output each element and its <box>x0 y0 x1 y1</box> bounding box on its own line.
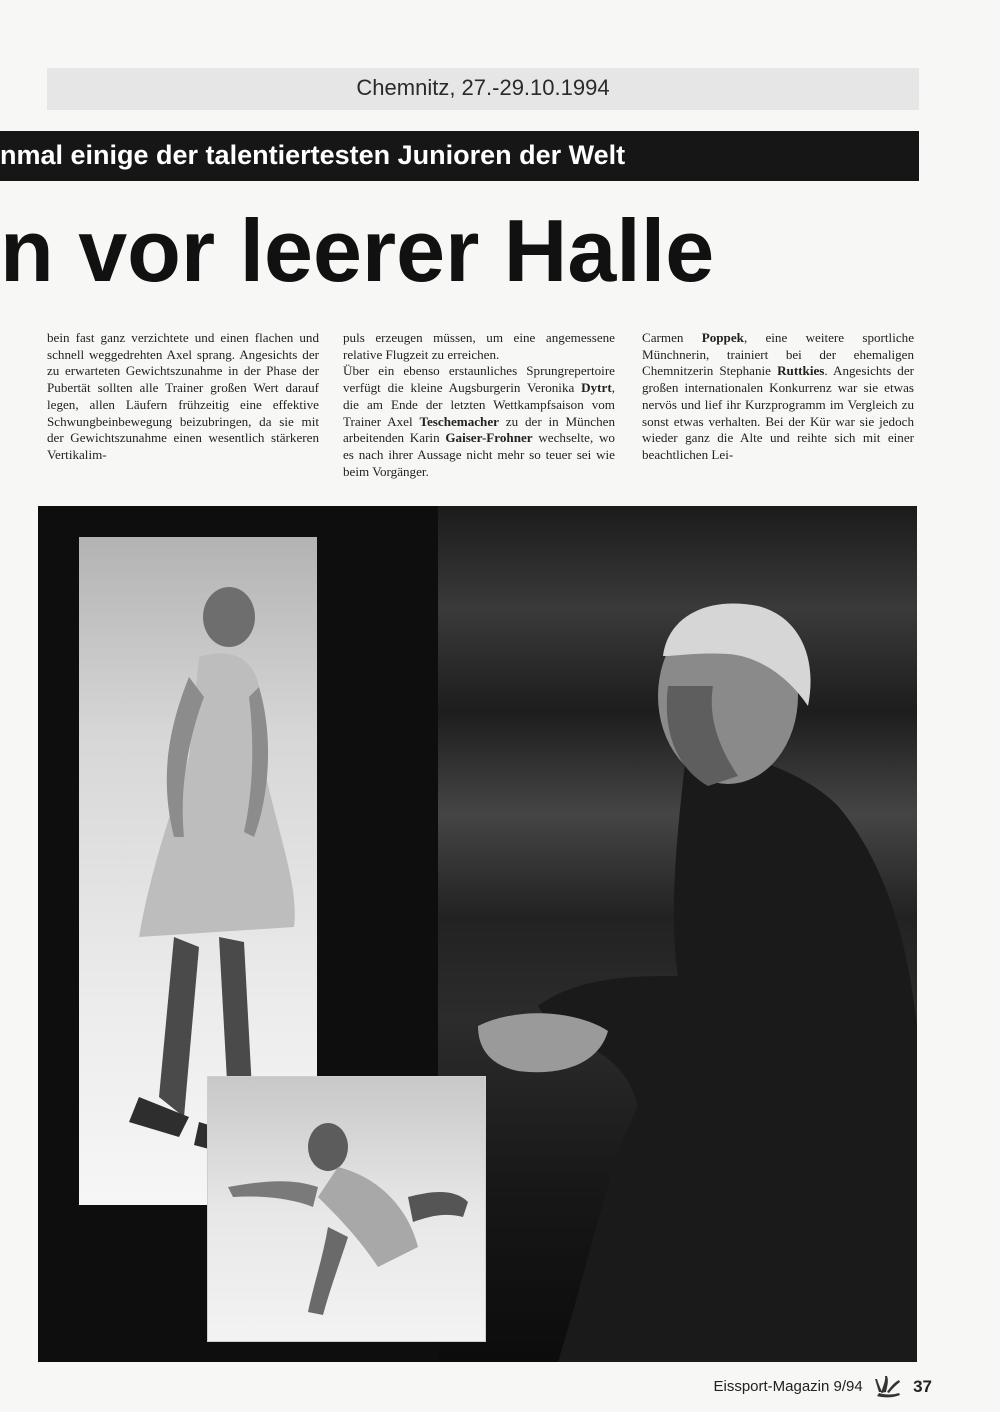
coach-photo <box>438 506 917 1362</box>
article-paragraph <box>343 363 615 480</box>
photo-panel <box>38 506 917 1362</box>
text-run: , die am Ende der letzten Wettkampfsaison vom Trainer Axel <box>343 380 615 429</box>
name-dytrt: Dytrt <box>581 380 612 396</box>
coach-silhouette <box>438 506 917 1362</box>
text-run: wechselte, wo es nach ihrer Aussage nicht mehr so teuer sei wie beim Vorgänger. <box>343 430 615 479</box>
name-ruttkies: Ruttkies <box>777 363 825 379</box>
kicker-text: nmal einige der talentiertesten Junioren der Welt <box>0 140 626 170</box>
name-poppek: Poppek <box>701 330 744 345</box>
headline-text: n vor leerer Halle <box>0 201 715 300</box>
name-gaiser-frohner: Gaiser-Frohner <box>445 430 533 446</box>
page-number: 37 <box>913 1377 932 1397</box>
article-column-2 <box>343 330 615 500</box>
headline <box>0 196 919 306</box>
skater-spiral-photo <box>207 1076 486 1342</box>
swan-logo-icon <box>873 1374 903 1400</box>
dateline: Chemnitz, 27.-29.10.1994 <box>47 68 919 110</box>
article-paragraph: puls erzeugen müssen, um eine angemessene relative Flugzeit zu erreichen. <box>343 330 615 362</box>
skater-spiral-figure <box>208 1077 485 1341</box>
name-teschemacher: Teschemacher <box>419 413 499 429</box>
text-run: . Angesichts der großen internationalen Konkurrenz war sie etwas nervös und lief ihr Kurzprogramm im Vergleich zu sonst etwas verhalten. Bei der Kür war sie jedoch wieder ganz die Alte und reihte sich mit einer beachtlichen Lei- <box>642 363 914 462</box>
publication-name: Eissport-Magazin 9/94 <box>713 1378 863 1396</box>
article-column-3 <box>642 330 914 500</box>
article-paragraph: bein fast ganz verzichtete und einen flachen und schnell weggedrehten Axel sprang. Angesichts der zu erwarteten Gewichtszunahme in der Phase der Pubertät sollten alle Trainer großen Wert darauf legen, allen Läufern frühzeitig eine effektive Schwungbeinbewegung beizubringen, da sie mit der Gewichtszunahme einen wesentlich stärkeren Vertikalim- <box>47 330 319 462</box>
article-column-1 <box>47 330 319 500</box>
article-paragraph <box>642 330 914 464</box>
text-run: zu der in München arbeitenden Karin <box>343 413 615 446</box>
text-run: Carmen <box>642 330 702 345</box>
kicker-bar <box>0 131 919 181</box>
text-run: Über ein ebenso erstaunliches Sprungrepertoire verfügt die kleine Augsburgerin Veronika <box>343 363 615 396</box>
page-footer <box>713 1372 932 1402</box>
text-run: , eine weitere sportliche Münchnerin, trainiert bei der ehemaligen Chemnitzerin Stephanie <box>642 330 914 379</box>
